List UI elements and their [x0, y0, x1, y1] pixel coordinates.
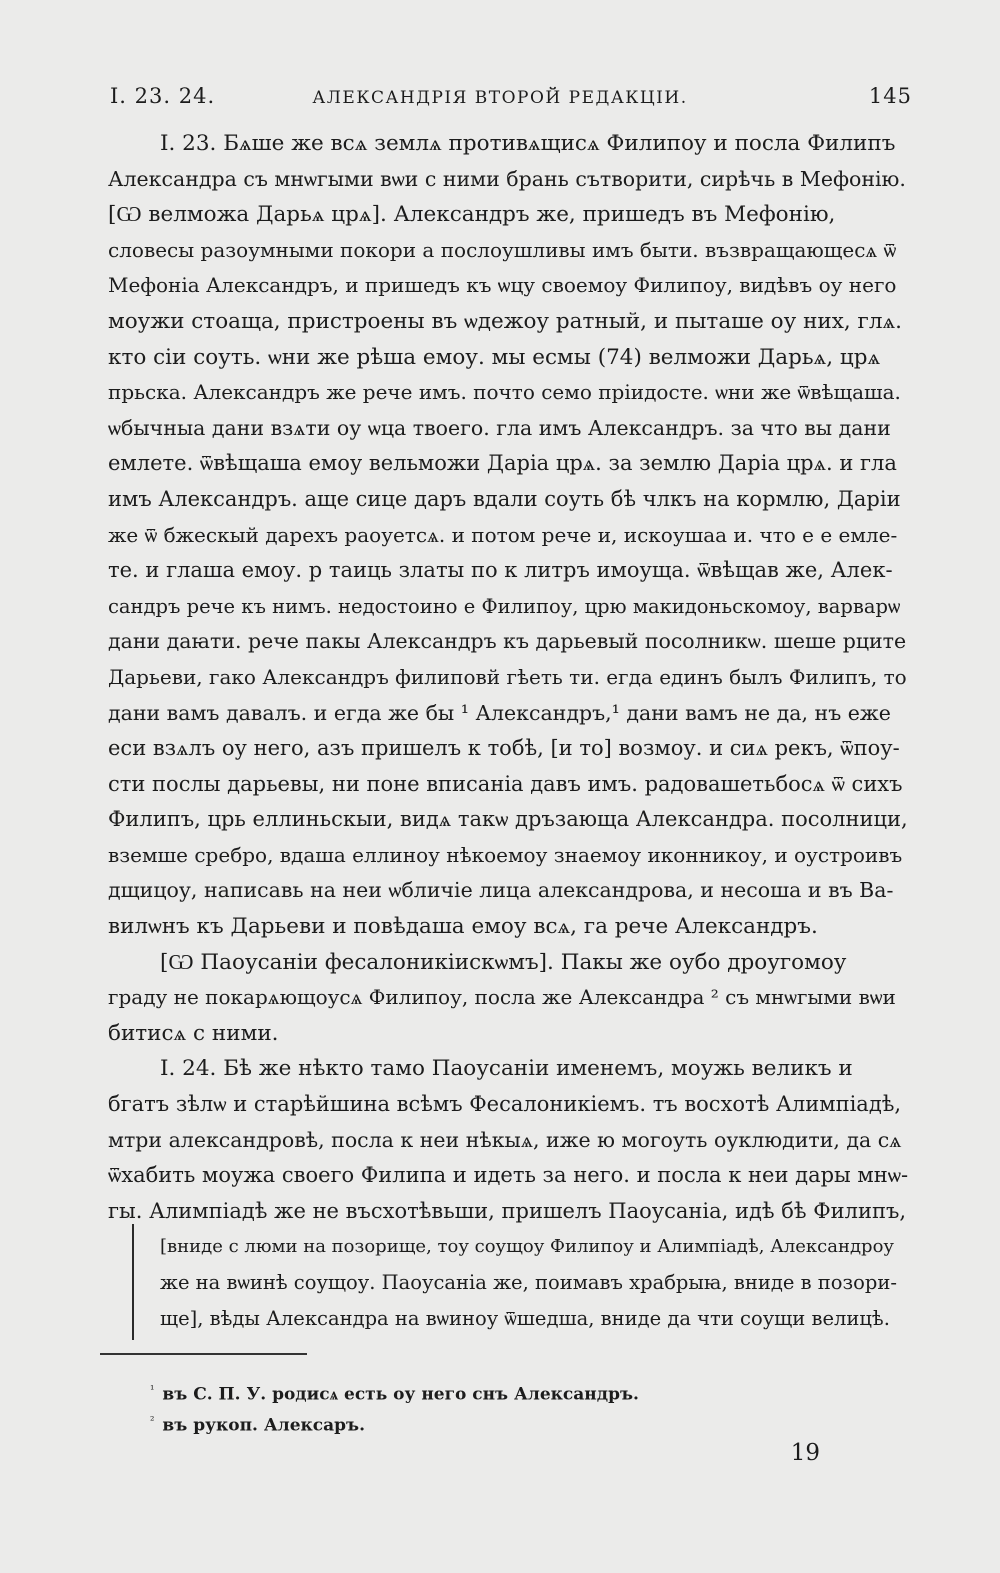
- text-line: ѿхабить моужа своего Филипа и идеть за него. и посла к неи дары мнѡ-: [108, 1163, 908, 1188]
- text-line: прьска. Александръ же рече имъ. почто семо пріидосте. ѡни же ѿвѣщаша.: [108, 380, 901, 405]
- text-line: дани даꙗти. рече пакы Александръ къ дарьевый посолникѡ. шеше рците: [108, 629, 907, 654]
- footnote-mark: ²: [150, 1414, 155, 1427]
- text-line: кто сіи соуть. ѡни же рѣша емоу. мы есмы (74) велможи Дарьѧ, црѧ: [108, 344, 881, 370]
- footnote-1: [150, 1383, 639, 1405]
- text-line: же ѿ бжескый дарехъ раоуетсѧ. и потом рече и, искоушаа и. что е е емле-: [108, 522, 898, 547]
- text-line: Филипъ, црь еллиньскыи, видѧ такѡ дръзающа Александра. посолници,: [108, 807, 908, 832]
- text-line: словесы разоумными покори а послоушливы имъ быти. възвращающесѧ ѿ: [108, 237, 897, 262]
- running-head-section: I. 23. 24.: [110, 84, 216, 108]
- text-body: [108, 126, 908, 1336]
- footnote-mark: ¹: [150, 1383, 155, 1396]
- text-line: же на вѡинѣ соущоу. Паоусаніа же, поимавъ храбрыꙗ, вниде в позори-: [160, 1271, 897, 1294]
- running-head-title: АЛЕКСАНДРІЯ ВТОРОЙ РЕДАКЦІИ.: [312, 88, 688, 108]
- text-line: граду не покарѧющоусѧ Филипоу, посла же Александра ² съ мнѡгыми вѡи: [108, 985, 896, 1010]
- text-line: гы. Алимпіадѣ же не въсхотѣвьши, пришелъ Паоусаніа, идѣ бѣ Филипъ,: [108, 1198, 907, 1223]
- text-line: сти послы дарьевы, ни поне вписаніа давъ имъ. радовашетьбосѧ ѿ сихъ: [108, 771, 903, 796]
- text-line: дщицоу, написавь на неи ѡбличіе лица александрова, и несоша и въ Ва-: [108, 878, 894, 903]
- text-line: сандръ рече къ нимъ. недостоино е Филипоу, црю макидоньскомоу, варварѡ: [108, 594, 901, 618]
- margin-bracket: [132, 1224, 138, 1340]
- text-line: [Ѡ велможа Дарьѧ црѧ]. Александръ же, пришедъ въ Мефонію,: [108, 202, 836, 228]
- text-line: моужи стоаща, пристроены въ ѡдежоу ратный, и пыташе оу них, глѧ.: [108, 308, 902, 334]
- text-line: емлете. ѿвѣщаша емоу вельможи Даріа црѧ. за землю Даріа црѧ. и гла: [108, 451, 897, 476]
- footnote-2: [150, 1414, 365, 1436]
- running-head-page-number: 145: [868, 84, 912, 108]
- footnote-text: въ С. П. У. родисѧ есть оу него снъ Александръ.: [162, 1384, 639, 1405]
- text-line: дани вамъ давалъ. и егда же бы ¹ Александръ,¹ дани вамъ не да, нъ еже: [108, 700, 891, 725]
- text-line: ще], вѣды Александра на вѡиноу ѿшедша, вниде да чти соущи велицѣ.: [160, 1306, 890, 1330]
- text-line: ѡбычныа дани взѧти оу ѡца твоего. гла имъ Александръ. за что вы дани: [108, 415, 891, 440]
- text-line: Дарьеви, гако Александръ филиповй гѣеть ти. егда единъ былъ Филипъ, то: [108, 664, 907, 689]
- text-line: имъ Александръ. аще сице даръ вдали соуть бѣ члкъ на кормлю, Даріи: [108, 486, 901, 511]
- footnote-text: въ рукоп. Алексаръ.: [162, 1415, 365, 1436]
- text-line: [вниде с люми на позорище, тоу соущоу Филипоу и Алимпіадѣ, Александроу: [160, 1236, 895, 1258]
- text-line: Мефоніа Александръ, и пришедъ къ ѡцу своемоу Филипоу, видѣвъ оу него: [108, 273, 897, 298]
- signature-number: 19: [790, 1440, 820, 1466]
- text-line: вилѡнъ къ Дарьеви и повѣдаша емоу всѧ, га рече Александръ.: [108, 914, 818, 940]
- text-line: мтри александровѣ, посла к неи нѣкыѧ, иже ю могоуть оуклюдити, да сѧ: [108, 1127, 902, 1152]
- text-line: I. 24. Бѣ же нѣкто тамо Паоусаніи именемъ, моужь великъ и: [160, 1056, 853, 1082]
- text-line: Александра съ мнѡгыми вѡи с ними брань сътворити, сирѣчь в Мефонію.: [108, 166, 906, 191]
- text-line: I. 23. Бѧше же всѧ землѧ противѧщисѧ Филипоу и посла Филипъ: [160, 131, 896, 156]
- text-line: те. и глаша емоу. р таиць златы по к литръ имоуща. ѿвѣщав же, Алек-: [108, 558, 893, 583]
- text-line: вземше сребро, вдаша еллиноу нѣкоемоу знаемоу иконникоу, и оустроивъ: [108, 842, 903, 867]
- text-line: бгатъ зѣлѡ и старѣйшина всѣмъ Фесалоникіемъ. тъ восхотѣ Алимпіадѣ,: [108, 1092, 902, 1117]
- text-line: [Ѡ Паоусаніи фесалоникіискѡмъ]. Пакы же оубо дроугомоу: [160, 949, 847, 975]
- text-line: битисѧ с ними.: [108, 1020, 279, 1046]
- footnote-rule: [100, 1353, 307, 1355]
- text-line: еси взѧлъ оу него, азъ пришелъ к тобѣ, [и то] возмоу. и сиѧ рекъ, ѿпоу-: [108, 736, 900, 761]
